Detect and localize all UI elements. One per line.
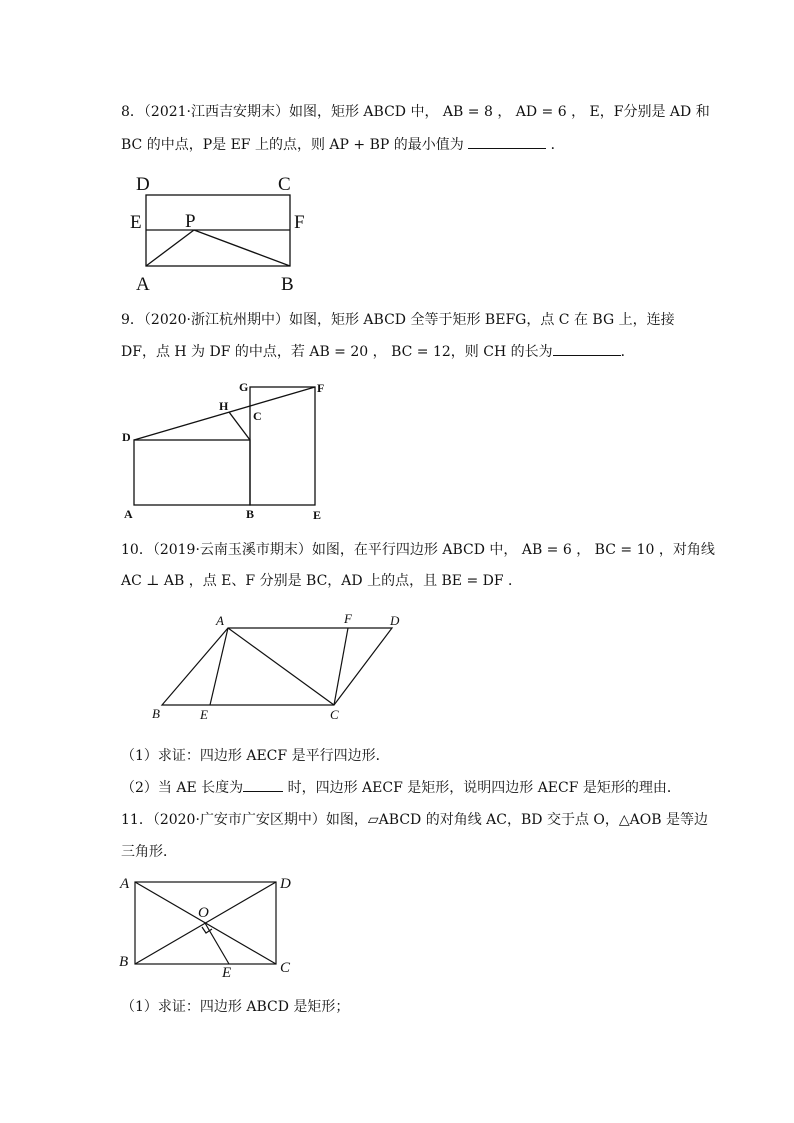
problem-8-line-2-text: BC 的中点，P是 EF 上的点，则 AP + BP 的最小值为 [121,137,469,153]
problem-10-part-2 [121,777,681,798]
problem-10-part-1: （1）求证：四边形 AECF 是平行四边形． [121,748,390,764]
label-c: C [253,409,262,423]
label-e: E [130,212,142,233]
figure-rectangles-bc-9 [118,376,338,526]
figure-parallelogram-10 [144,606,414,731]
label-b: B [119,954,129,970]
label-o: O [198,905,209,921]
problem-10-line-2: AC ⊥ AB ，点 E、F 分别是 BC，AD 上的点，且 BE = DF ． [121,573,523,589]
label-b: B [281,274,294,295]
label-c: C [280,960,291,976]
problem-11-part-1: （1）求证：四边形 ABCD 是矩形； [121,999,350,1015]
problem-8-line-2-end: ． [546,137,565,153]
label-f: F [294,212,305,233]
label-a: A [124,507,133,521]
label-a: A [216,613,224,628]
label-e: E [313,508,322,522]
figure-rectangle-diagonals-11 [112,868,312,983]
label-p: P [185,211,196,232]
problem-9-line-1: 9．（2020·浙江杭州期中）如图，矩形 ABCD 全等于矩形 BEFG，点 C 在 BG 上，连接 [121,312,675,328]
label-d: D [390,613,400,628]
label-c: C [278,174,291,195]
problem-9-line-2-end: ． [620,344,635,360]
problem-11-line-2: 三角形． [121,844,177,860]
answer-blank[interactable] [243,777,283,792]
problem-11-line-1: 11．（2020·广安市广安区期中）如图，▱ABCD 的对角线 AC，BD 交于点 O，△AOB 是等边 [121,812,708,828]
label-a: A [136,274,150,295]
label-f: F [344,611,352,626]
figure-rectangle-abcd-8 [128,172,318,297]
problem-9-line-2 [121,341,635,362]
label-g: G [239,380,249,394]
label-e: E [200,707,208,722]
answer-blank[interactable] [553,341,621,356]
label-b: B [246,507,255,521]
label-d: D [136,174,150,195]
label-e: E [222,965,232,981]
problem-10-part-2-text: （2）当 AE 长度为 [121,780,244,796]
problem-8-line-1: 8．（2021·江西吉安期末）如图，矩形 ABCD 中， AB = 8 ， AD = 6 ， E，F分别是 AD 和 [121,104,710,120]
label-a: A [120,876,130,892]
problem-10-part-2-end: 时，四边形 AECF 是矩形，说明四边形 AECF 是矩形的理由． [283,780,681,796]
label-b: B [152,706,160,721]
problem-10-line-1: 10．（2019·云南玉溪市期末）如图，在平行四边形 ABCD 中， AB = 6 ， BC = 10 ，对角线 [121,542,715,558]
label-h: H [219,399,229,413]
label-d: D [280,876,291,892]
problem-8-line-2 [121,134,565,155]
label-f: F [317,381,325,395]
problem-9-line-2-text: DF，点 H 为 DF 的中点，若 AB = 20 ， BC = 12，则 CH 的长为 [121,344,553,360]
label-c: C [330,707,339,722]
label-d: D [122,430,131,444]
answer-blank[interactable] [468,134,546,149]
